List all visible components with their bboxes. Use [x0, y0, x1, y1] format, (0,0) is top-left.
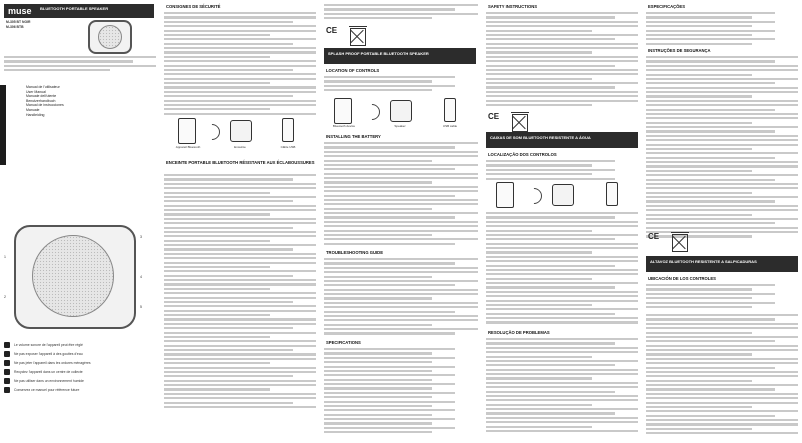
language-item: Manuale [26, 107, 40, 112]
diagram-label: USB cable [442, 124, 458, 128]
wireless-waves-icon [523, 185, 546, 208]
section-title: CONSIGNES DE SÉCURITÉ [166, 4, 221, 9]
section-title: TROUBLESHOOTING GUIDE [326, 250, 383, 255]
speaker-thumbnail [88, 20, 132, 54]
language-list [26, 85, 64, 117]
speaker-grille-icon [32, 235, 114, 317]
panel-cover-page: muse BLUETOOTH PORTABLE SPEAKER M-305 BT NOIR M-306 BTB Manual de l'utilisateur User Manual Manuale dell'utente Benutzerhandbuch Manual de instrucciones Manuale Handleiding 1 2 3 4 5 Le volume sonore de l'appareil peut être réglé Ne pas exposer l'appareil à des gouttes d'eau Ne pas jeter l'appareil dans les ordures ménagères Recyclez l'appareil dans un centre de collecte Ne pas utiliser dans un environnement humide Conservez ce manuel pour référence future [0, 0, 160, 443]
section-header-bar [646, 256, 798, 272]
ce-mark-icon: CE [488, 112, 500, 121]
text-block [324, 4, 478, 22]
section-title: CAIXAS DE SOM BLUETOOTH RESISTENTE A ÁGUA [490, 135, 591, 140]
diagram-label: Câble USB [280, 145, 296, 149]
text-block [164, 174, 316, 410]
speaker-icon [230, 120, 252, 142]
diagram-label: Enceinte [234, 145, 246, 149]
language-side-bar [0, 85, 6, 165]
note-icon [4, 360, 10, 366]
note-text: Conservez ce manuel pour référence future [14, 387, 80, 392]
language-item: Manuale dell'utente [26, 94, 57, 99]
model-line-2: M-306 BTB [6, 25, 24, 29]
section-header-bar [486, 132, 638, 148]
section-title: UBICACIÓN DE LOS CONTROLES [648, 276, 716, 281]
language-item: User Manual [26, 89, 46, 94]
section-title: SPECIFICATIONS [326, 340, 361, 345]
wireless-waves-icon [201, 121, 224, 144]
phone-icon [334, 98, 352, 124]
usb-cable-icon [282, 118, 294, 142]
language-item: Manual de l'utilisateur [26, 85, 60, 89]
section-title: ESPECIFICAÇÕES [648, 4, 685, 9]
diagram-label: Appareil Bluetooth [175, 145, 201, 149]
brand-logo: muse [8, 6, 32, 16]
text-block [324, 258, 478, 337]
section-title: RESOLUÇÃO DE PROBLEMAS [488, 330, 550, 335]
panel-spanish [642, 0, 802, 443]
speaker-grille-icon [98, 25, 122, 49]
note-text: Ne pas jeter l'appareil dans les ordures ménagères [14, 360, 91, 365]
speaker-illustration [14, 225, 136, 329]
intro-text-block [4, 56, 156, 74]
note-text: Recyclez l'appareil dans un centre de collecte [14, 369, 83, 374]
text-block [486, 212, 638, 326]
text-block [646, 284, 798, 310]
text-block [646, 314, 798, 437]
section-title: INSTRUÇÕES DE SEGURANÇA [648, 48, 711, 53]
section-title: LOCALIZAÇÃO DOS CONTROLOS [488, 152, 557, 157]
note-icon [4, 342, 10, 348]
usb-cable-icon [444, 98, 456, 122]
language-item: Benutzerhandbuch [26, 98, 56, 103]
note-icon [4, 387, 10, 393]
diagram-label: Bluetooth device [332, 124, 356, 128]
language-item: Manual de instrucciones [26, 103, 64, 108]
panel-english [320, 0, 482, 443]
cover-header [4, 4, 154, 18]
section-title: LOCATION OF CONTROLS [326, 68, 380, 73]
note-icon [4, 351, 10, 357]
speaker-icon [552, 184, 574, 206]
text-block [486, 160, 638, 182]
text-block [646, 12, 798, 47]
text-block [324, 348, 478, 436]
wireless-waves-icon [361, 101, 384, 124]
ce-mark-icon: CE [326, 26, 338, 35]
note-text: Ne pas utiliser dans un environnement humide [14, 378, 84, 383]
text-block [164, 12, 316, 117]
text-block [324, 76, 478, 94]
section-title: ENCEINTE PORTABLE BLUETOOTH RÉSISTANTE AUX ÉCLABOUSSURES [166, 160, 315, 165]
panel-portuguese [482, 0, 642, 443]
diagram-label: Speaker [394, 124, 406, 128]
phone-icon [178, 118, 196, 144]
note-icon [4, 369, 10, 375]
text-block [486, 338, 638, 434]
ce-mark-icon: CE [648, 232, 660, 241]
panel-french [160, 0, 320, 443]
section-header-bar [324, 48, 476, 64]
section-title: INSTALLING THE BATTERY [326, 134, 381, 139]
phone-icon [496, 182, 514, 208]
note-text: Le volume sonore de l'appareil peut être réglé [14, 342, 83, 347]
text-block [486, 12, 638, 108]
section-title: SPLASH PROOF PORTABLE BLUETOOTH SPEAKER [328, 51, 429, 56]
model-line-1: M-305 BT NOIR [6, 20, 31, 24]
note-icon [4, 378, 10, 384]
text-block [646, 56, 798, 240]
notes-list [4, 342, 154, 396]
section-title: SAFETY INSTRUCTIONS [488, 4, 538, 9]
language-item: Handleiding [26, 112, 45, 117]
note-text: Ne pas exposer l'appareil à des gouttes d'eau [14, 351, 83, 356]
speaker-icon [390, 100, 412, 122]
text-block [324, 142, 478, 247]
cover-title: BLUETOOTH PORTABLE SPEAKER [40, 6, 109, 11]
usb-cable-icon [606, 182, 618, 206]
section-title: ALTAVOZ BLUETOOTH RESISTENTE A SALPICADURAS [650, 259, 757, 264]
